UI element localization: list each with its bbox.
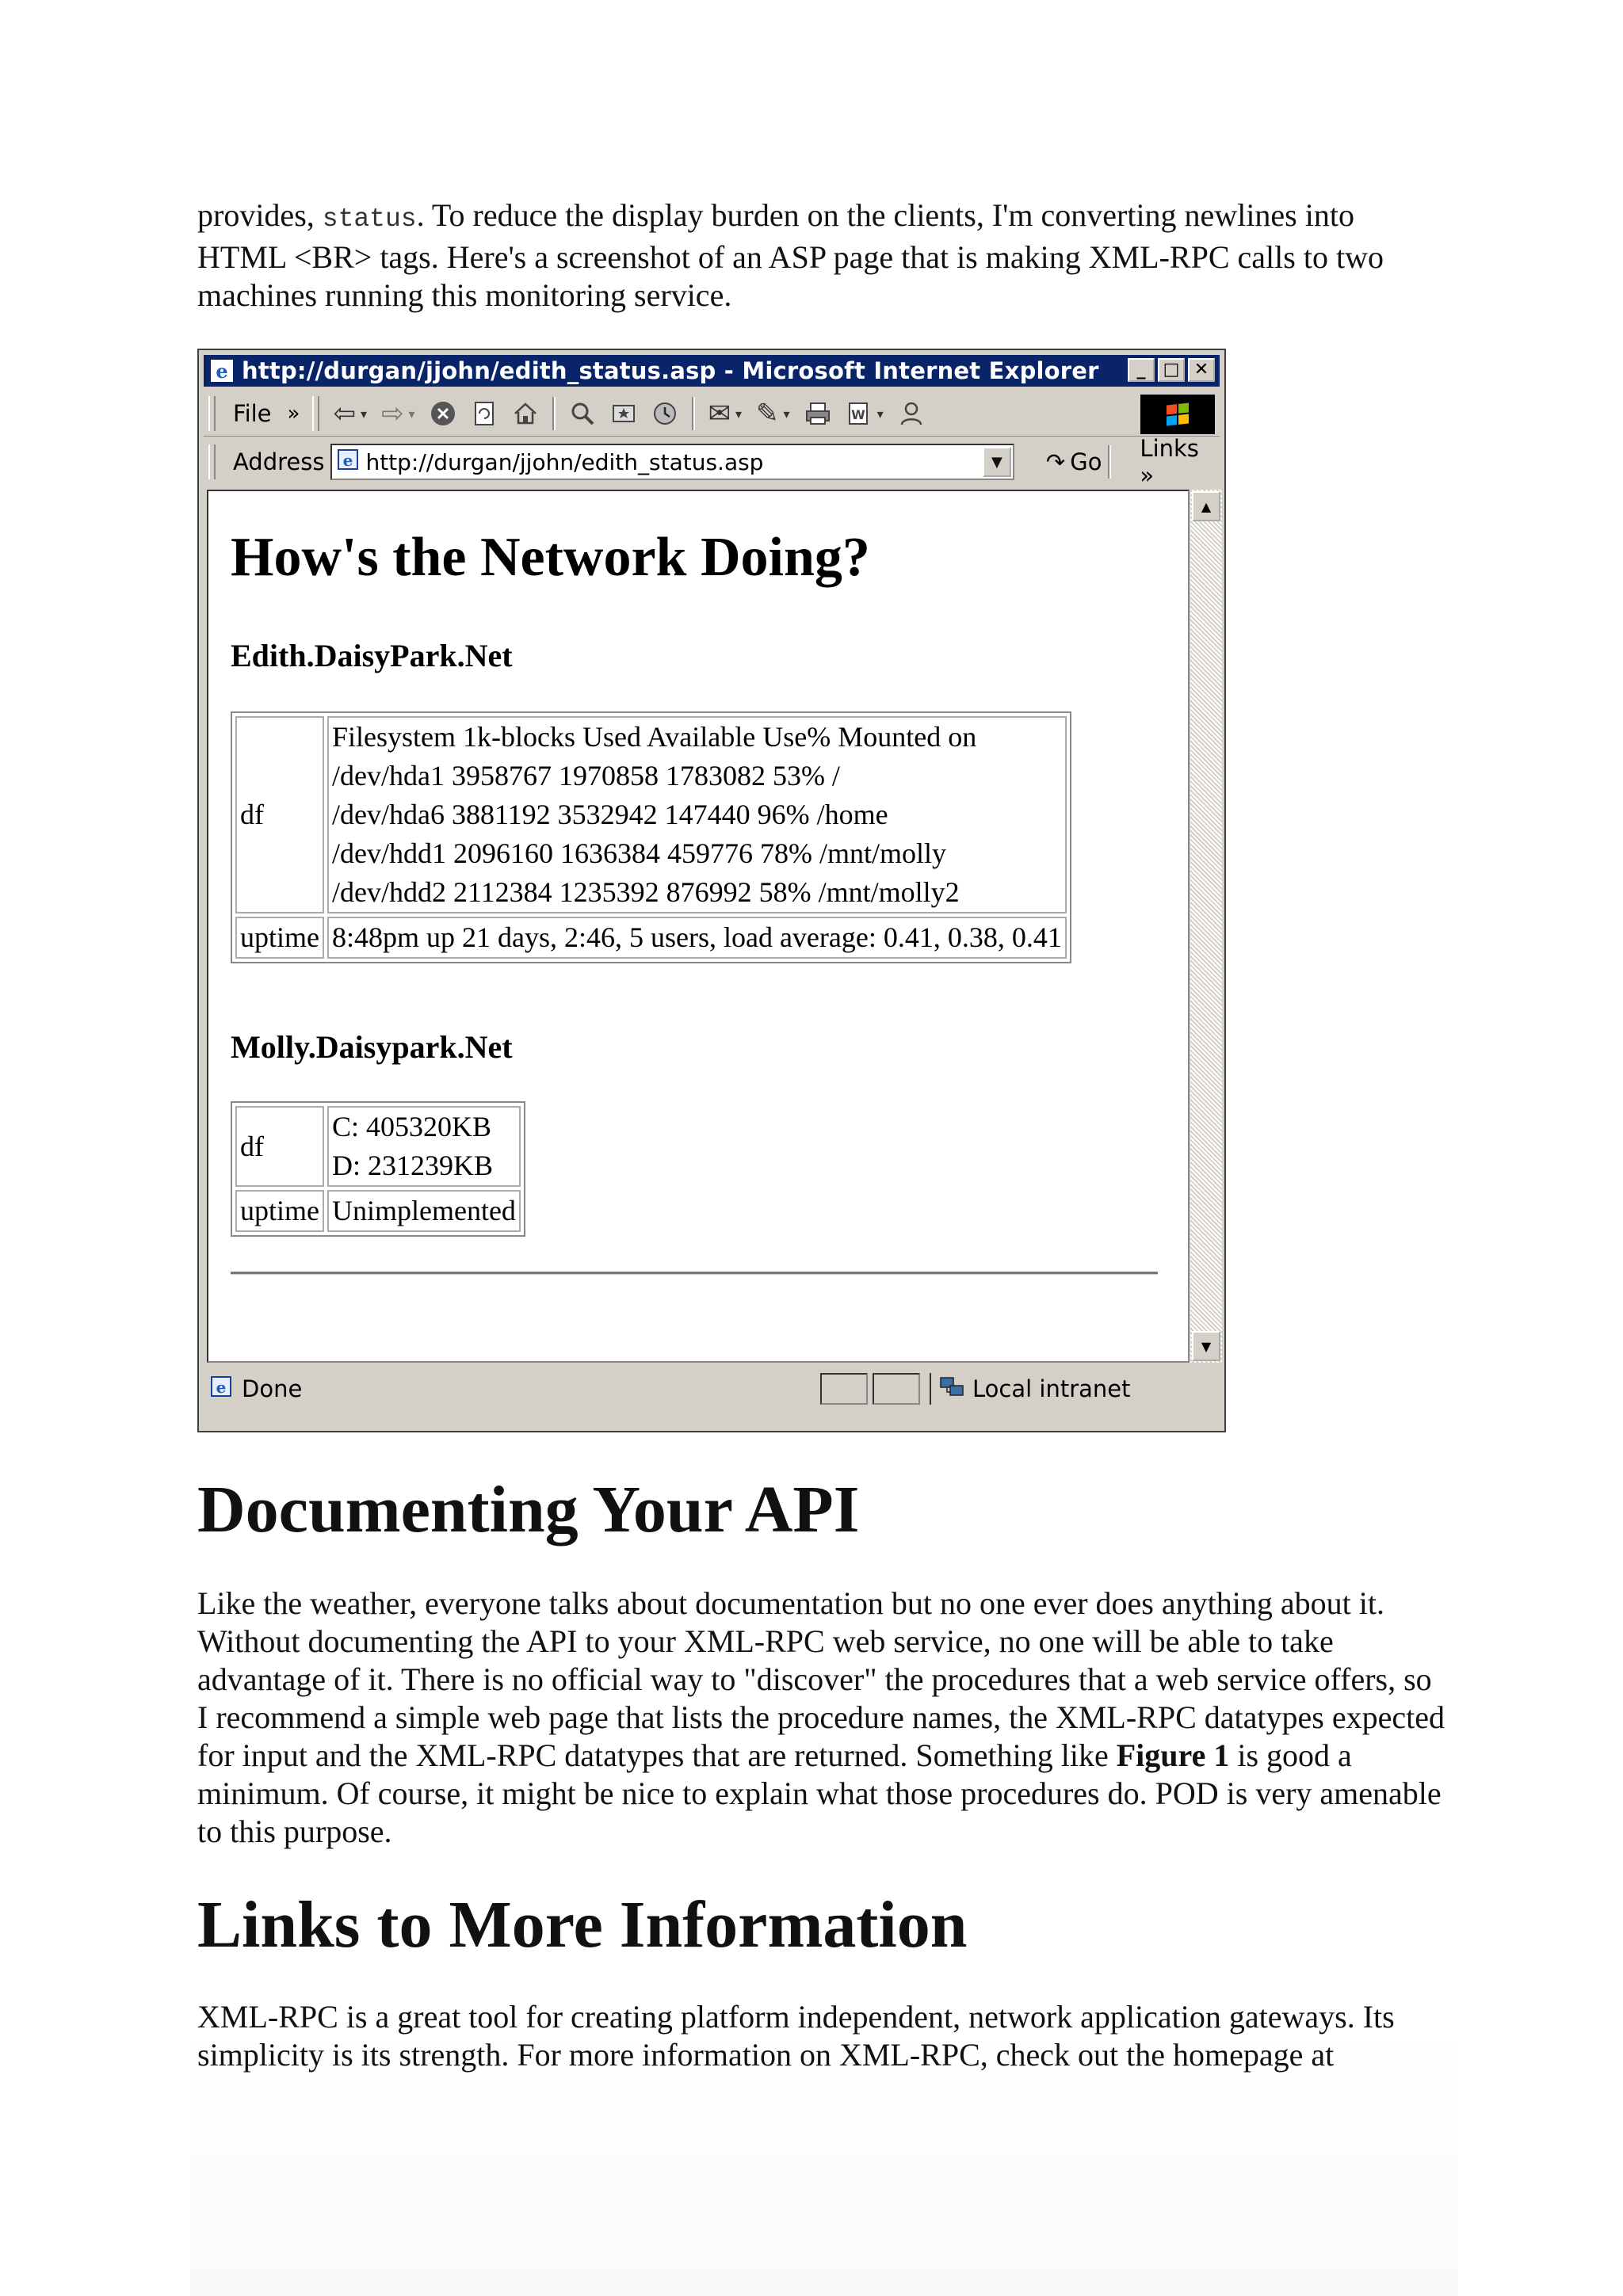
df-line: /dev/hdd1 2096160 1636384 459776 78% /mnt/molly [331, 837, 946, 869]
host-status-table [231, 1101, 525, 1237]
table-row [235, 716, 1067, 913]
go-button[interactable] [1046, 448, 1102, 475]
address-label: Address [232, 448, 325, 475]
intranet-icon [939, 1375, 964, 1404]
scroll-down-icon[interactable]: ▼ [1192, 1331, 1220, 1361]
messenger-icon[interactable] [898, 400, 925, 427]
row-value: 8:48pm up 21 days, 2:46, 5 users, load average: 0.41, 0.38, 0.41 [327, 917, 1067, 959]
status-text: Done [242, 1375, 303, 1402]
api-text-after: is good a minimum. Of course, it might be nice to explain what those procedures do. POD is very amenable to this purpose. [197, 1737, 1442, 1849]
section-api-paragraph [197, 1585, 1449, 1851]
horizontal-rule [231, 1272, 1158, 1275]
links-button[interactable]: Links » [1140, 435, 1199, 489]
browser-window-screenshot [197, 349, 1226, 1432]
intro-lead: provides, [197, 197, 323, 233]
toolbar-grip[interactable] [312, 396, 319, 431]
close-button[interactable]: ✕ [1188, 358, 1215, 382]
row-label: df [235, 716, 324, 913]
forward-icon[interactable]: ⇨ ▾ [380, 398, 415, 429]
address-dropdown-icon[interactable]: ▼ [983, 447, 1011, 477]
section-heading-links: Links to More Information [197, 1888, 968, 1962]
svg-text:e: e [216, 360, 228, 383]
host-status-table [231, 711, 1071, 963]
status-panel [820, 1373, 868, 1405]
maximize-button[interactable]: □ [1158, 358, 1185, 382]
security-zone [930, 1373, 1130, 1405]
address-bar [204, 435, 1220, 489]
mail-icon[interactable]: ✉ ▾ [708, 398, 743, 429]
ie-logo-icon [208, 357, 235, 384]
discuss-icon[interactable]: W ▾ [846, 400, 884, 427]
minimize-button[interactable]: _ [1128, 358, 1155, 382]
df-line: /dev/hda1 3958767 1970858 1783082 53% / [331, 760, 840, 791]
search-icon[interactable] [569, 400, 596, 427]
home-icon[interactable] [512, 400, 539, 427]
menu-file[interactable]: File [233, 400, 272, 427]
page-heading: How's the Network Doing? [231, 527, 870, 588]
windows-logo-icon [1140, 395, 1215, 434]
svg-text:e: e [216, 1377, 227, 1397]
df-line: /dev/hda6 3881192 3532942 147440 96% /home [331, 799, 888, 830]
vertical-scrollbar[interactable] [1190, 490, 1222, 1363]
zone-text: Local intranet [972, 1375, 1131, 1402]
go-label: Go [1070, 448, 1102, 475]
toolbar-grip[interactable] [208, 396, 216, 431]
toolbar-separator [692, 397, 695, 430]
row-label: uptime [235, 1190, 324, 1232]
intro-paragraph [197, 196, 1449, 315]
toolbar-separator [1108, 445, 1111, 479]
table-row [235, 917, 1067, 959]
df-line: /dev/hdd2 2112384 1235392 876992 58% /mnt/molly2 [331, 876, 960, 908]
stop-icon[interactable] [430, 400, 456, 427]
row-value: Unimplemented [327, 1190, 521, 1232]
row-label: uptime [235, 917, 324, 959]
browser-title: http://durgan/jjohn/edith_status.asp - Microsoft Internet Explorer [242, 357, 1099, 384]
api-text-before: Like the weather, everyone talks about documentation but no one ever does anything about it. Without documenting the API to your XML-RPC web service, no one will be able to take advantage of it. There is no official way to "discover" the procedures that a web service offers, so I recommend a simple web page that lists the procedure names, the XML-RPC datatypes expected for input and the XML-RPC datatypes that are returned. Something like [197, 1585, 1445, 1773]
toolbar-grip[interactable] [208, 444, 216, 479]
row-value [327, 1106, 521, 1187]
address-input[interactable] [330, 444, 1014, 480]
go-arrow-icon: ↷ [1045, 448, 1066, 475]
print-icon[interactable] [804, 400, 831, 427]
section-heading-api: Documenting Your API [197, 1473, 860, 1547]
figure-reference: Figure 1 [1116, 1737, 1230, 1773]
page-viewport [207, 490, 1190, 1363]
row-value [327, 716, 1067, 913]
df-line: C: 405320KB [331, 1111, 492, 1142]
host-heading: Edith.DaisyPark.Net [231, 638, 513, 673]
history-icon[interactable] [651, 400, 678, 427]
scroll-up-icon[interactable]: ▲ [1192, 491, 1220, 521]
intro-code: status [322, 204, 417, 234]
address-url: http://durgan/jjohn/edith_status.asp [365, 448, 764, 475]
table-row [235, 1190, 521, 1232]
host-heading: Molly.Daisypark.Net [231, 1029, 513, 1065]
browser-toolbar [204, 391, 1220, 437]
window-controls [1128, 358, 1215, 382]
edit-icon[interactable]: ✎ ▾ [756, 398, 790, 429]
intro-text: . To reduce the display burden on the clients, I'm converting newlines into HTML <BR> tags. Here's a screenshot of an ASP page that is making XML-RPC calls to two machines running this monitoring service. [197, 197, 1384, 313]
browser-titlebar [204, 355, 1220, 387]
status-done [210, 1375, 820, 1403]
row-label: df [235, 1106, 324, 1187]
page-icon [337, 448, 359, 476]
df-line: Filesystem 1k-blocks Used Available Use% Mounted on [331, 721, 977, 753]
section-links-paragraph: XML-RPC is a great tool for creating platform independent, network application gateways. Its simplicity is its strength. For more information on XML-RPC, check out the homepage at [197, 1999, 1395, 2073]
browser-statusbar [204, 1369, 1220, 1409]
page-icon [210, 1375, 232, 1403]
toolbar-separator [552, 397, 556, 430]
status-panel [873, 1373, 920, 1405]
table-row [235, 1106, 521, 1187]
svg-text:e: e [343, 450, 353, 470]
back-icon[interactable]: ⇦ ▾ [333, 398, 367, 429]
df-line: D: 231239KB [331, 1150, 493, 1181]
refresh-icon[interactable] [471, 400, 498, 427]
favorites-icon[interactable] [610, 400, 637, 427]
menu-chevron-icon[interactable]: » [287, 402, 300, 425]
svg-text:W: W [850, 407, 865, 422]
